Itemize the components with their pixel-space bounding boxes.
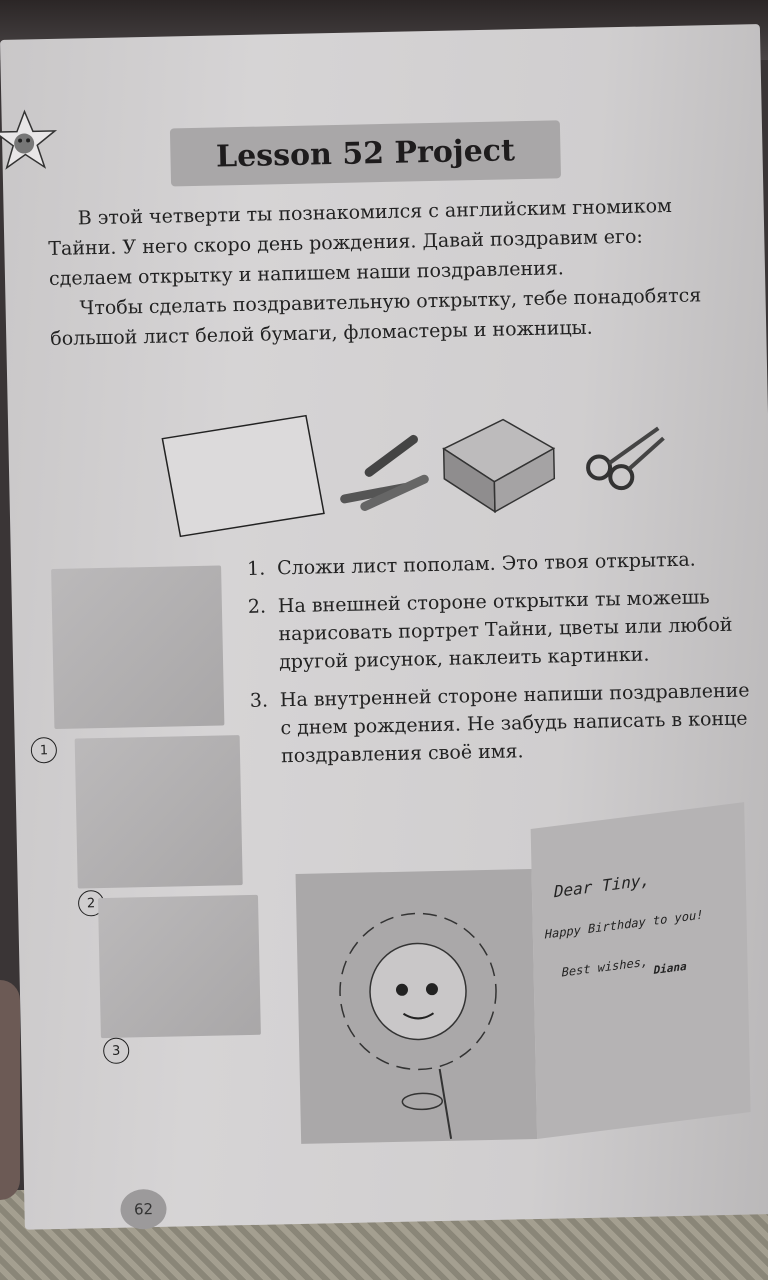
textbook-page: [0, 24, 768, 1230]
instruction-steps: [247, 544, 762, 781]
step-text: Сложи лист пополам. Это твоя открытка.: [276, 548, 696, 580]
step-number: 1.: [246, 557, 266, 580]
step-photo-2: [75, 735, 243, 888]
lesson-title: Lesson 52 Project: [215, 132, 516, 174]
step-text: На внутренней стороне напиши поздравление с днем рождения. Не забудь написать в конце поздравления своё имя.: [279, 679, 750, 768]
card-wish: Happy Birthday to you!: [544, 907, 704, 942]
step-photo-1: [51, 565, 224, 729]
photo-label-2: 2: [78, 890, 105, 917]
step-text: На внешней стороне открытки ты можешь нарисовать портрет Тайни, цветы или любой другой рисунок, наклеить картинки.: [277, 586, 733, 674]
marker-box-icon: [443, 419, 555, 513]
tiny-flower-drawing: [296, 869, 538, 1144]
step-photo-3: [98, 895, 261, 1038]
mascot-star-icon: [0, 109, 59, 176]
card-inside: [531, 802, 751, 1139]
lesson-title-banner: [170, 120, 561, 186]
step-number: 2.: [247, 595, 267, 618]
markers-icon: [343, 439, 424, 507]
thumb: [0, 980, 20, 1200]
step-number: 3.: [249, 689, 269, 712]
photo-label-1: 1: [31, 737, 58, 764]
scissors-icon: [587, 428, 664, 489]
supplies-illustration: [158, 404, 681, 545]
step-1: [247, 544, 757, 583]
paper-sheet-icon: [162, 415, 324, 536]
card-closing: Best wishes,: [561, 954, 649, 980]
page-number: 62: [120, 1189, 167, 1230]
photo-label-3: 3: [103, 1038, 130, 1065]
intro-paragraph-2: Чтобы сделать поздравительную открытку, тебе понадобятся большой лист белой бумаги, фломастеры и ножницы.: [50, 284, 702, 351]
greeting-card: [295, 825, 751, 1144]
card-greeting: Dear Tiny,: [553, 870, 651, 902]
card-front: [296, 869, 538, 1144]
step-2: [248, 582, 760, 677]
card-signature: Diana: [653, 959, 687, 977]
step-3: [250, 676, 762, 771]
intro-paragraph-1: В этой четверти ты познакомился с английским гномиком Тайни. У него скоро день рождения. Давай поздравим его: сделаем открытку и напишем наши поздравления.: [48, 194, 673, 291]
intro-text: [47, 190, 710, 354]
